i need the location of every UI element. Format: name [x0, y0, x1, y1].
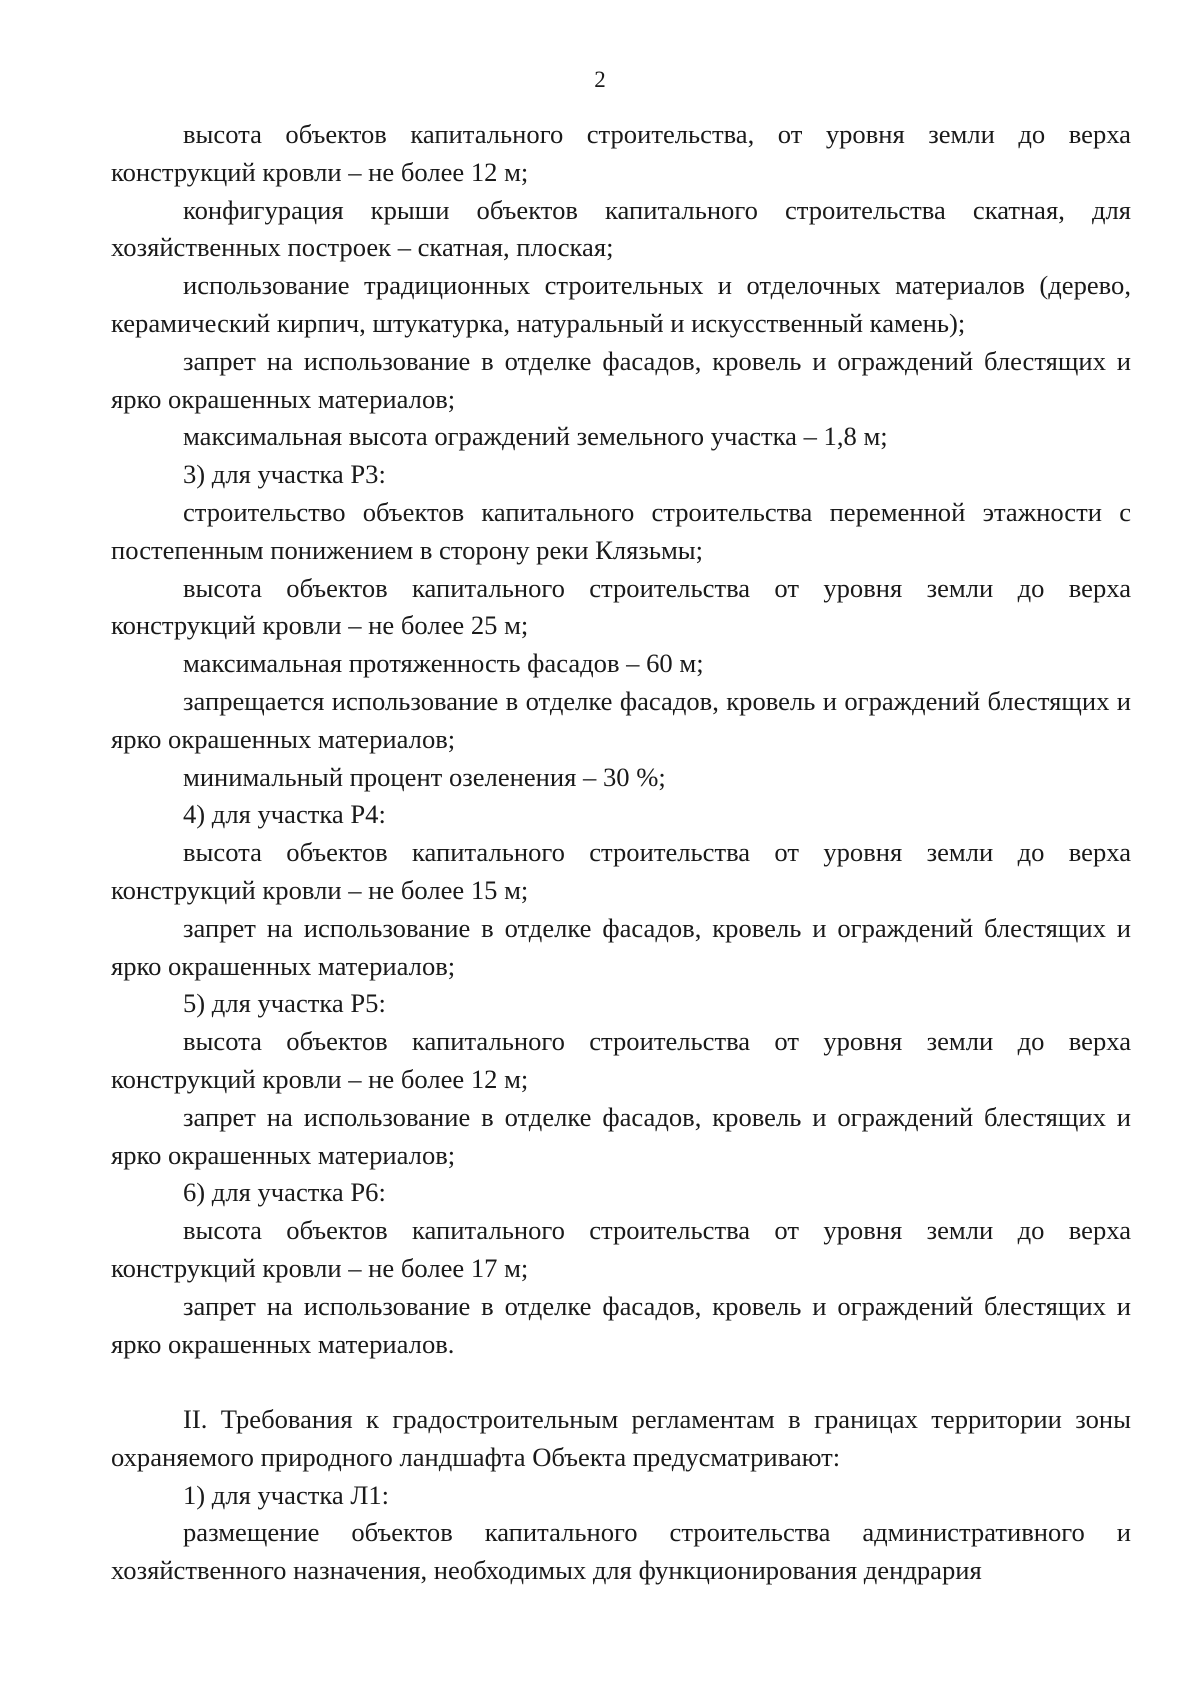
paragraph: конфигурация крыши объектов капитального строительства скатная, для хозяйственных построек – скатная, плоская; [111, 194, 1131, 263]
paragraph: запрет на использование в отделке фасадов, кровель и ограждений блестящих и ярко окрашенных материалов; [111, 1101, 1131, 1170]
paragraph: запрет на использование в отделке фасадов, кровель и ограждений блестящих и ярко окрашенных материалов; [111, 912, 1131, 981]
subsection-heading: 6) для участка Р6: [183, 1177, 386, 1208]
document-body [111, 116, 1131, 1590]
subsection-heading: 4) для участка Р4: [183, 799, 386, 830]
paragraph: запрещается использование в отделке фасадов, кровель и ограждений блестящих и ярко окрашенных материалов; [111, 685, 1131, 754]
paragraph: использование традиционных строительных и отделочных материалов (дерево, керамический кирпич, штукатурка, натуральный и искусственный камень); [111, 270, 1131, 338]
paragraph: высота объектов капитального строительства от уровня земли до верха конструкций кровли – не более 15 м; [111, 837, 1131, 905]
paragraph: максимальная высота ограждений земельного участка – 1,8 м; [183, 421, 888, 452]
paragraph: высота объектов капитального строительства от уровня земли до верха конструкций кровли – не более 25 м; [111, 572, 1131, 641]
paragraph: запрет на использование в отделке фасадов, кровель и ограждений блестящих и ярко окрашенных материалов; [111, 345, 1131, 414]
paragraph: запрет на использование в отделке фасадов, кровель и ограждений блестящих и ярко окрашенных материалов. [111, 1290, 1131, 1359]
paragraph: размещение объектов капитального строительства административного и хозяйственного назначения, необходимых для функционирования дендрария [111, 1517, 1131, 1586]
paragraph: максимальная протяженность фасадов – 60 м; [183, 648, 704, 679]
paragraph: высота объектов капитального строительства от уровня земли до верха конструкций кровли – не более 12 м; [111, 1026, 1131, 1094]
paragraph: строительство объектов капитального строительства переменной этажности с постепенным понижением в сторону реки Клязьмы; [111, 496, 1131, 565]
subsection-heading: 3) для участка Р3: [183, 459, 386, 490]
paragraph: высота объектов капитального строительства, от уровня земли до верха конструкций кровли – не более 12 м; [111, 119, 1131, 187]
page-number: 2 [594, 67, 606, 92]
section-heading: II. Требования к градостроительным регламентам в границах территории зоны охраняемого природного ландшафта Объекта предусматривают: [111, 1404, 1131, 1472]
subsection-heading: 1) для участка Л1: [183, 1479, 390, 1510]
section-spacer [111, 1363, 1131, 1401]
paragraph: минимальный процент озеленения – 30 %; [183, 761, 666, 792]
subsection-heading: 5) для участка Р5: [183, 988, 386, 1019]
paragraph: высота объектов капитального строительства от уровня земли до верха конструкций кровли – не более 17 м; [111, 1215, 1131, 1283]
